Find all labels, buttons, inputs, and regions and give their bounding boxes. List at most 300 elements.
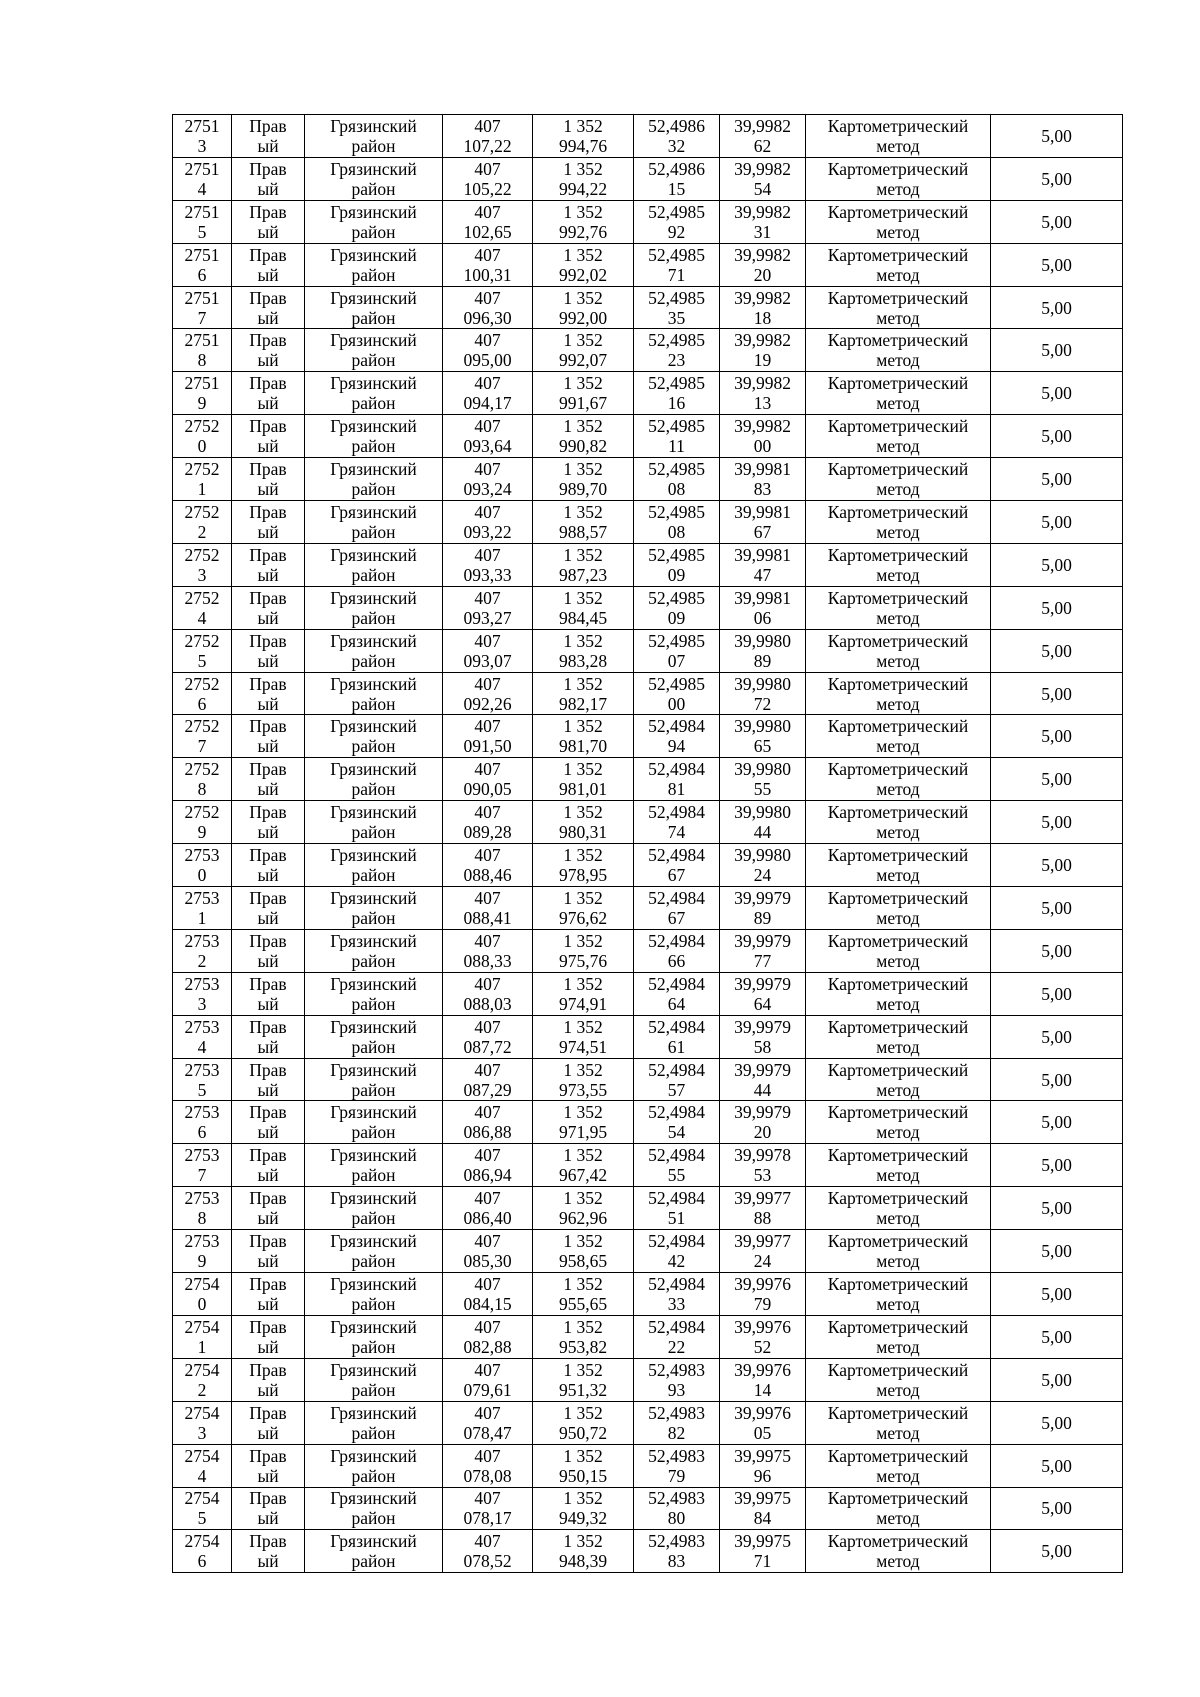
district-cell-line: район (351, 736, 396, 757)
point-number-cell-line: 5 (197, 1508, 207, 1529)
bank-side-cell (232, 844, 305, 887)
coord-y-cell (533, 243, 634, 286)
coord-x-cell (443, 1444, 533, 1487)
bank-side-cell-line: Прав (249, 244, 287, 265)
coord-y-cell-line: 994,76 (558, 135, 608, 156)
district-cell-line: район (351, 1508, 396, 1529)
point-number-cell (173, 929, 232, 972)
coord-x-cell-line: 100,31 (463, 264, 512, 285)
longitude-cell-line: 84 (753, 1508, 772, 1529)
point-number-cell-line: 2752 (184, 716, 220, 737)
table-row (173, 157, 1123, 200)
coord-x-cell (443, 543, 533, 586)
method-cell (806, 1230, 991, 1273)
accuracy-cell: 5,00 (991, 715, 1123, 758)
latitude-cell-line: 52,4985 (648, 244, 705, 265)
bank-side-cell-line: Прав (249, 158, 287, 179)
point-number-cell-line: 5 (197, 1079, 207, 1100)
method-cell (806, 286, 991, 329)
method-cell-line: Картометрический (827, 544, 969, 565)
method-cell-line: Картометрический (827, 1059, 969, 1080)
latitude-cell-line: 51 (667, 1208, 686, 1229)
latitude-cell-line: 52,4984 (648, 1145, 705, 1166)
latitude-cell (634, 1187, 720, 1230)
table-row (173, 1315, 1123, 1358)
coord-x-cell (443, 1144, 533, 1187)
bank-side-cell (232, 1015, 305, 1058)
district-cell-line: район (351, 650, 396, 671)
point-number-cell (173, 286, 232, 329)
point-number-cell-line: 0 (197, 1293, 207, 1314)
district-cell-line: район (351, 822, 396, 843)
bank-side-cell-line: Прав (249, 630, 287, 651)
coord-y-cell (533, 586, 634, 629)
method-cell-line: метод (876, 350, 920, 371)
bank-side-cell-line: ый (257, 693, 279, 714)
point-number-cell-line: 2754 (184, 1402, 220, 1423)
bank-side-cell-line: Прав (249, 1402, 287, 1423)
coord-x-cell-line: 078,17 (463, 1508, 512, 1529)
coord-x-cell-line: 407 (474, 201, 501, 222)
table-row (173, 115, 1123, 158)
coord-x-cell-line: 093,33 (463, 564, 512, 585)
coord-y-cell-line: 1 352 (563, 1273, 603, 1294)
point-number-cell-line: 7 (197, 1165, 207, 1186)
coord-y-cell (533, 801, 634, 844)
table-row (173, 801, 1123, 844)
bank-side-cell-line: ый (257, 350, 279, 371)
district-cell (305, 1444, 443, 1487)
coord-x-cell-line: 085,30 (463, 1251, 512, 1272)
coord-y-cell-line: 1 352 (563, 802, 603, 823)
method-cell-line: Картометрический (827, 587, 969, 608)
longitude-cell-line: 00 (753, 436, 772, 457)
latitude-cell-line: 11 (668, 436, 685, 457)
coord-x-cell-line: 407 (474, 1059, 501, 1080)
coord-y-cell-line: 981,70 (558, 736, 608, 757)
longitude-cell-line: 67 (753, 521, 772, 542)
bank-side-cell-line: Прав (249, 587, 287, 608)
latitude-cell-line: 52,4985 (648, 287, 705, 308)
district-cell (305, 1315, 443, 1358)
coord-y-cell-line: 1 352 (563, 630, 603, 651)
longitude-cell-line: 06 (753, 607, 772, 628)
table-body (173, 115, 1123, 1573)
coord-x-cell (443, 1230, 533, 1273)
latitude-cell-line: 16 (667, 393, 686, 414)
coord-x-cell (443, 887, 533, 930)
method-cell-line: метод (876, 993, 920, 1014)
coord-y-cell-line: 1 352 (563, 759, 603, 780)
method-cell-line: Картометрический (827, 887, 969, 908)
coord-y-cell-line: 992,76 (558, 221, 608, 242)
latitude-cell (634, 501, 720, 544)
coord-y-cell (533, 1273, 634, 1316)
longitude-cell-line: 24 (753, 865, 772, 886)
latitude-cell (634, 415, 720, 458)
coord-x-cell-line: 407 (474, 1273, 501, 1294)
bank-side-cell-line: ый (257, 950, 279, 971)
district-cell (305, 372, 443, 415)
latitude-cell-line: 42 (667, 1251, 686, 1272)
coord-x-cell (443, 1358, 533, 1401)
table-row (173, 1144, 1123, 1187)
latitude-cell-line: 52,4984 (648, 1102, 705, 1123)
district-cell-line: район (351, 1465, 396, 1486)
bank-side-cell-line: Прав (249, 1316, 287, 1337)
longitude-cell-line: 39,9979 (734, 1102, 791, 1123)
longitude-cell-line: 96 (753, 1465, 772, 1486)
longitude-cell (720, 586, 806, 629)
point-number-cell-line: 2753 (184, 1102, 220, 1123)
bank-side-cell-line: Прав (249, 459, 287, 480)
bank-side-cell (232, 1058, 305, 1101)
bank-side-cell-line: ый (257, 1465, 279, 1486)
coord-x-cell-line: 407 (474, 1188, 501, 1209)
district-cell-line: район (351, 907, 396, 928)
method-cell-line: Картометрический (827, 1359, 969, 1380)
accuracy-cell: 5,00 (991, 1273, 1123, 1316)
bank-side-cell (232, 501, 305, 544)
district-cell-line: Грязинский (330, 1316, 417, 1337)
longitude-cell-line: 58 (753, 1036, 772, 1057)
coord-y-cell (533, 972, 634, 1015)
method-cell (806, 115, 991, 158)
coord-y-cell-line: 989,70 (558, 479, 608, 500)
latitude-cell-line: 92 (667, 221, 686, 242)
method-cell-line: Картометрический (827, 973, 969, 994)
coord-y-cell (533, 929, 634, 972)
coord-x-cell-line: 078,52 (463, 1551, 512, 1572)
longitude-cell-line: 62 (753, 135, 772, 156)
latitude-cell (634, 157, 720, 200)
coord-y-cell (533, 415, 634, 458)
point-number-cell-line: 1 (197, 1336, 207, 1357)
method-cell-line: Картометрический (827, 158, 969, 179)
latitude-cell-line: 52,4983 (648, 1445, 705, 1466)
point-number-cell-line: 9 (197, 393, 207, 414)
coord-x-cell-line: 107,22 (463, 135, 512, 156)
table-row (173, 1015, 1123, 1058)
method-cell (806, 458, 991, 501)
district-cell-line: Грязинский (330, 459, 417, 480)
longitude-cell-line: 39,9982 (734, 115, 791, 136)
point-number-cell-line: 1 (197, 907, 207, 928)
method-cell-line: метод (876, 436, 920, 457)
latitude-cell-line: 52,4983 (648, 1531, 705, 1552)
method-cell (806, 715, 991, 758)
bank-side-cell-line: ый (257, 779, 279, 800)
coord-y-cell (533, 672, 634, 715)
district-cell-line: Грязинский (330, 759, 417, 780)
coord-x-cell (443, 415, 533, 458)
bank-side-cell (232, 629, 305, 672)
method-cell (806, 1530, 991, 1573)
longitude-cell-line: 39,9980 (734, 716, 791, 737)
coord-x-cell-line: 407 (474, 630, 501, 651)
accuracy-cell: 5,00 (991, 157, 1123, 200)
point-number-cell-line: 7 (197, 736, 207, 757)
coord-x-cell-line: 086,94 (463, 1165, 512, 1186)
coord-x-cell-line: 407 (474, 1359, 501, 1380)
point-number-cell-line: 3 (197, 993, 207, 1014)
longitude-cell-line: 39,9979 (734, 887, 791, 908)
coord-y-cell-line: 1 352 (563, 544, 603, 565)
coord-y-cell-line: 1 352 (563, 1531, 603, 1552)
point-number-cell (173, 458, 232, 501)
latitude-cell-line: 52,4985 (648, 501, 705, 522)
accuracy-cell: 5,00 (991, 758, 1123, 801)
accuracy-cell: 5,00 (991, 286, 1123, 329)
coord-y-cell-line: 1 352 (563, 373, 603, 394)
coord-x-cell-line: 407 (474, 373, 501, 394)
bank-side-cell-line: Прав (249, 1231, 287, 1252)
district-cell-line: Грязинский (330, 416, 417, 437)
district-cell (305, 1058, 443, 1101)
method-cell-line: Картометрический (827, 459, 969, 480)
longitude-cell-line: 20 (753, 264, 772, 285)
coord-y-cell (533, 1230, 634, 1273)
bank-side-cell-line: Прав (249, 973, 287, 994)
longitude-cell-line: 13 (753, 393, 772, 414)
coord-x-cell-line: 088,41 (463, 907, 512, 928)
district-cell-line: район (351, 221, 396, 242)
district-cell-line: район (351, 307, 396, 328)
longitude-cell-line: 39,9981 (734, 459, 791, 480)
district-cell-line: Грязинский (330, 716, 417, 737)
district-cell-line: Грязинский (330, 802, 417, 823)
coord-y-cell-line: 990,82 (558, 436, 608, 457)
longitude-cell-line: 39,9982 (734, 287, 791, 308)
longitude-cell-line: 72 (753, 693, 772, 714)
latitude-cell-line: 33 (667, 1293, 686, 1314)
district-cell-line: район (351, 607, 396, 628)
method-cell (806, 1101, 991, 1144)
point-number-cell (173, 1444, 232, 1487)
method-cell-line: метод (876, 822, 920, 843)
point-number-cell (173, 1230, 232, 1273)
coord-y-cell-line: 962,96 (558, 1208, 608, 1229)
latitude-cell (634, 758, 720, 801)
district-cell (305, 157, 443, 200)
bank-side-cell-line: Прав (249, 1488, 287, 1509)
coord-x-cell-line: 102,65 (463, 221, 512, 242)
latitude-cell (634, 1315, 720, 1358)
coord-y-cell-line: 994,22 (558, 178, 608, 199)
coord-x-cell-line: 082,88 (463, 1336, 512, 1357)
coord-x-cell-line: 407 (474, 1145, 501, 1166)
accuracy-cell: 5,00 (991, 372, 1123, 415)
district-cell (305, 629, 443, 672)
coord-y-cell-line: 991,67 (558, 393, 608, 414)
longitude-cell (720, 543, 806, 586)
longitude-cell (720, 200, 806, 243)
longitude-cell (720, 758, 806, 801)
longitude-cell (720, 887, 806, 930)
longitude-cell-line: 44 (753, 1079, 772, 1100)
latitude-cell (634, 629, 720, 672)
bank-side-cell-line: ый (257, 436, 279, 457)
district-cell-line: Грязинский (330, 930, 417, 951)
bank-side-cell (232, 543, 305, 586)
longitude-cell (720, 243, 806, 286)
method-cell-line: метод (876, 1036, 920, 1057)
bank-side-cell (232, 887, 305, 930)
district-cell-line: район (351, 564, 396, 585)
method-cell-line: метод (876, 521, 920, 542)
point-number-cell-line: 2751 (184, 201, 220, 222)
point-number-cell (173, 844, 232, 887)
coord-y-cell-line: 1 352 (563, 1359, 603, 1380)
latitude-cell-line: 81 (667, 779, 686, 800)
method-cell (806, 543, 991, 586)
longitude-cell-line: 18 (753, 307, 772, 328)
table-row (173, 629, 1123, 672)
point-number-cell (173, 801, 232, 844)
coord-y-cell-line: 1 352 (563, 1445, 603, 1466)
bank-side-cell (232, 115, 305, 158)
coord-y-cell-line: 983,28 (558, 650, 608, 671)
latitude-cell-line: 52,4986 (648, 158, 705, 179)
coord-y-cell-line: 1 352 (563, 930, 603, 951)
coord-y-cell-line: 955,65 (558, 1293, 608, 1314)
coord-x-cell-line: 407 (474, 115, 501, 136)
district-cell-line: Грязинский (330, 1016, 417, 1037)
coord-y-cell-line: 992,07 (558, 350, 608, 371)
method-cell-line: Картометрический (827, 1273, 969, 1294)
point-number-cell (173, 1358, 232, 1401)
latitude-cell-line: 71 (667, 264, 686, 285)
bank-side-cell-line: ый (257, 1422, 279, 1443)
point-number-cell-line: 5 (197, 650, 207, 671)
method-cell-line: метод (876, 1165, 920, 1186)
coord-y-cell (533, 629, 634, 672)
bank-side-cell-line: Прав (249, 1059, 287, 1080)
point-number-cell-line: 2752 (184, 501, 220, 522)
coord-y-cell-line: 950,15 (558, 1465, 608, 1486)
district-cell-line: район (351, 479, 396, 500)
coord-x-cell-line: 079,61 (463, 1379, 512, 1400)
coord-x-cell-line: 092,26 (463, 693, 512, 714)
longitude-cell (720, 672, 806, 715)
table-row (173, 543, 1123, 586)
longitude-cell-line: 89 (753, 907, 772, 928)
district-cell (305, 672, 443, 715)
longitude-cell-line: 39,9981 (734, 501, 791, 522)
table-row (173, 586, 1123, 629)
longitude-cell-line: 39,9975 (734, 1531, 791, 1552)
point-number-cell-line: 2751 (184, 287, 220, 308)
coord-x-cell-line: 407 (474, 544, 501, 565)
accuracy-cell: 5,00 (991, 1058, 1123, 1101)
longitude-cell (720, 501, 806, 544)
longitude-cell-line: 44 (753, 822, 772, 843)
method-cell-line: Картометрический (827, 630, 969, 651)
coord-x-cell (443, 1315, 533, 1358)
coord-x-cell-line: 086,88 (463, 1122, 512, 1143)
latitude-cell-line: 52,4984 (648, 973, 705, 994)
bank-side-cell-line: Прав (249, 544, 287, 565)
longitude-cell (720, 972, 806, 1015)
coord-x-cell (443, 1187, 533, 1230)
latitude-cell-line: 54 (667, 1122, 686, 1143)
point-number-cell-line: 6 (197, 1551, 207, 1572)
coord-x-cell-line: 091,50 (463, 736, 512, 757)
district-cell (305, 1401, 443, 1444)
bank-side-cell-line: ый (257, 1036, 279, 1057)
bank-side-cell (232, 715, 305, 758)
coord-x-cell (443, 929, 533, 972)
bank-side-cell (232, 1187, 305, 1230)
method-cell-line: Картометрический (827, 201, 969, 222)
coord-x-cell (443, 1101, 533, 1144)
district-cell-line: Грязинский (330, 587, 417, 608)
district-cell-line: район (351, 521, 396, 542)
point-number-cell-line: 2752 (184, 759, 220, 780)
method-cell-line: метод (876, 1251, 920, 1272)
point-number-cell-line: 2753 (184, 1231, 220, 1252)
accuracy-cell: 5,00 (991, 1358, 1123, 1401)
longitude-cell (720, 629, 806, 672)
district-cell (305, 929, 443, 972)
point-number-cell-line: 8 (197, 1208, 207, 1229)
longitude-cell-line: 05 (753, 1422, 772, 1443)
bank-side-cell (232, 1401, 305, 1444)
latitude-cell-line: 52,4985 (648, 459, 705, 480)
latitude-cell-line: 61 (667, 1036, 686, 1057)
point-number-cell-line: 7 (197, 307, 207, 328)
longitude-cell (720, 458, 806, 501)
point-number-cell-line: 2752 (184, 416, 220, 437)
coord-x-cell-line: 096,30 (463, 307, 512, 328)
method-cell (806, 801, 991, 844)
point-number-cell (173, 758, 232, 801)
longitude-cell (720, 1230, 806, 1273)
coord-y-cell-line: 1 352 (563, 201, 603, 222)
coord-x-cell (443, 1487, 533, 1530)
method-cell-line: Картометрический (827, 1488, 969, 1509)
coord-x-cell-line: 407 (474, 1316, 501, 1337)
table-row (173, 243, 1123, 286)
longitude-cell-line: 39,9982 (734, 244, 791, 265)
method-cell-line: метод (876, 393, 920, 414)
coord-y-cell-line: 1 352 (563, 716, 603, 737)
method-cell-line: метод (876, 221, 920, 242)
longitude-cell-line: 39,9980 (734, 802, 791, 823)
point-number-cell-line: 3 (197, 564, 207, 585)
method-cell-line: Картометрический (827, 802, 969, 823)
bank-side-cell-line: ый (257, 393, 279, 414)
point-number-cell (173, 1273, 232, 1316)
bank-side-cell-line: ый (257, 1165, 279, 1186)
coord-y-cell (533, 157, 634, 200)
longitude-cell-line: 55 (753, 779, 772, 800)
district-cell-line: район (351, 135, 396, 156)
coord-x-cell-line: 407 (474, 244, 501, 265)
bank-side-cell (232, 1487, 305, 1530)
latitude-cell-line: 94 (667, 736, 686, 757)
method-cell (806, 243, 991, 286)
point-number-cell (173, 586, 232, 629)
coord-y-cell-line: 1 352 (563, 244, 603, 265)
table-row (173, 887, 1123, 930)
latitude-cell (634, 672, 720, 715)
longitude-cell-line: 39,9982 (734, 330, 791, 351)
bank-side-cell-line: ый (257, 1122, 279, 1143)
longitude-cell-line: 47 (753, 564, 772, 585)
latitude-cell (634, 715, 720, 758)
latitude-cell (634, 586, 720, 629)
